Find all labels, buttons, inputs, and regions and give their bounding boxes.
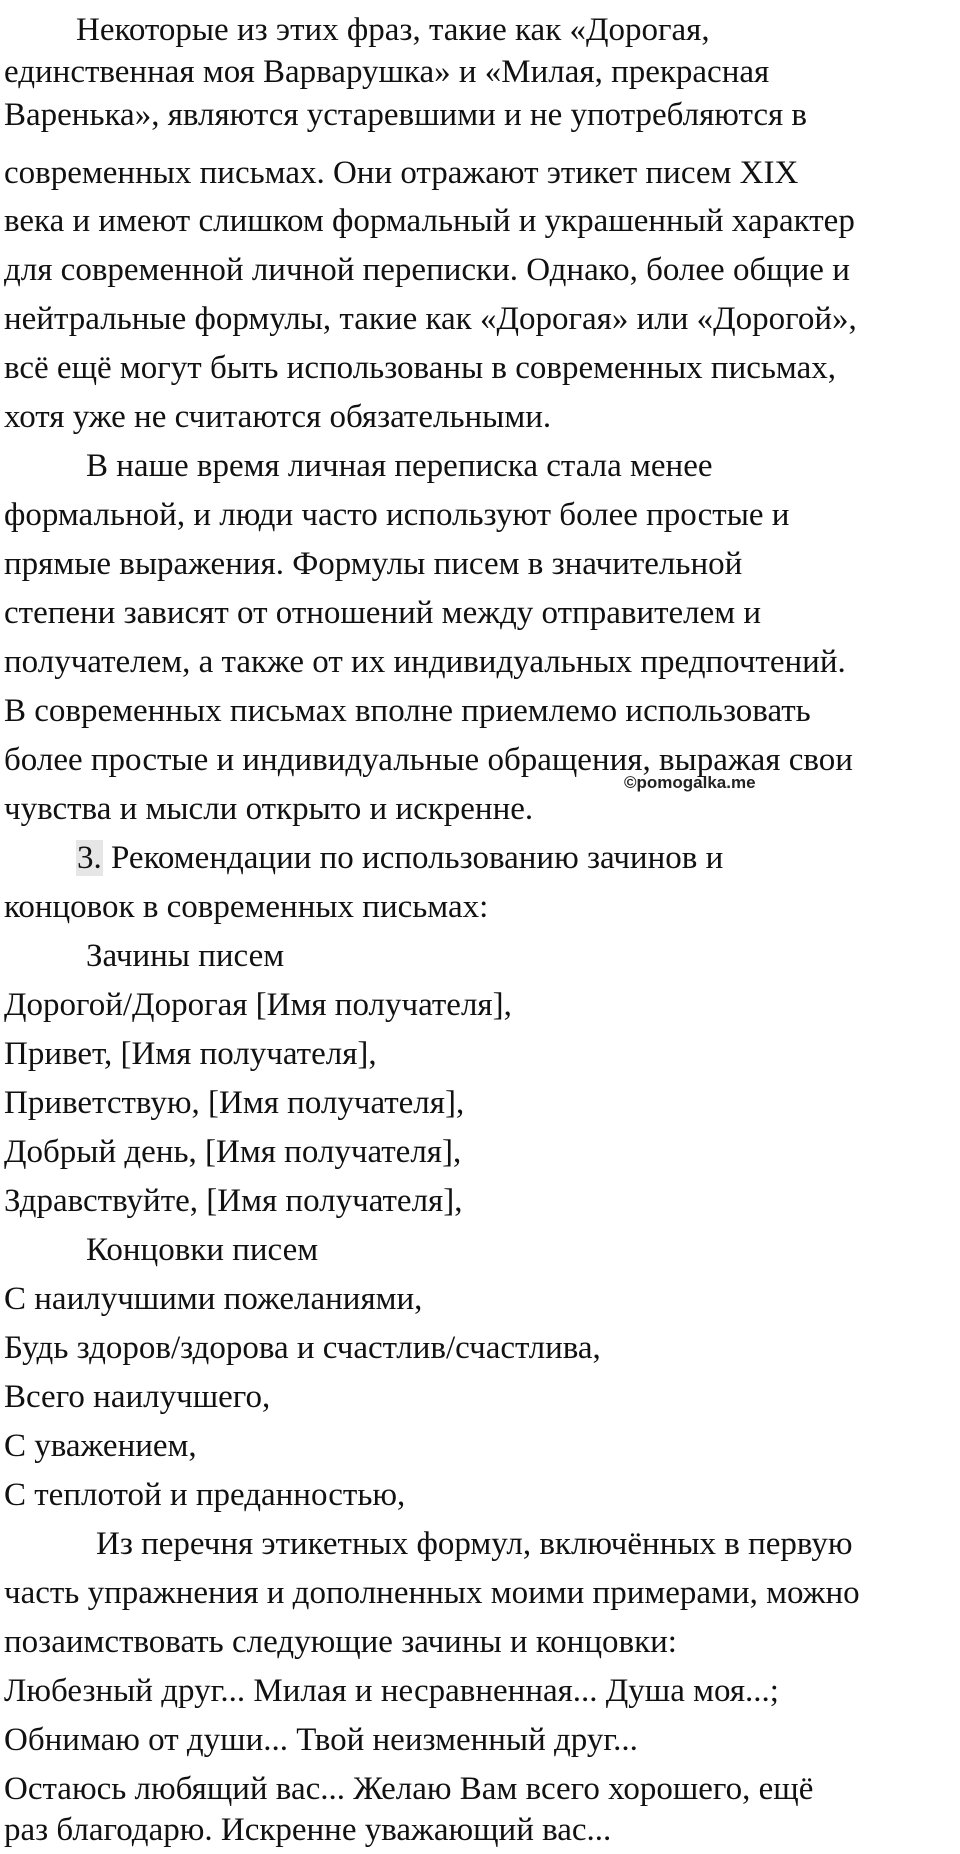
opening-item: Дорогой/Дорогая [Имя получателя],: [4, 987, 512, 1023]
section-number: 3.: [77, 840, 102, 876]
closing-item: С уважением,: [4, 1428, 197, 1464]
final-paragraph-line: Из перечня этикетных формул, включённых в первую: [96, 1526, 853, 1562]
final-paragraph-line: позаимствовать следующие зачины и концовки:: [4, 1624, 677, 1660]
paragraph-1-line: нейтральные формулы, такие как «Дорогая» или «Дорогой»,: [4, 301, 857, 337]
final-paragraph-line: Обнимаю от души... Твой неизменный друг...: [4, 1722, 638, 1758]
closing-item: Всего наилучшего,: [4, 1379, 271, 1415]
paragraph-2-line: В наше время личная переписка стала менее: [86, 448, 713, 484]
openings-title: Зачины писем: [86, 938, 285, 974]
final-paragraph-line: раз благодарю. Искренне уважающий вас...: [4, 1812, 612, 1848]
opening-item: Здравствуйте, [Имя получателя],: [4, 1183, 463, 1219]
closing-item: С наилучшими пожеланиями,: [4, 1281, 423, 1317]
opening-item: Привет, [Имя получателя],: [4, 1036, 377, 1072]
closings-title: Концовки писем: [86, 1232, 319, 1268]
paragraph-2-line: получателем, а также от их индивидуальных предпочтений.: [4, 644, 846, 680]
paragraph-1-line: единственная моя Варварушка» и «Милая, прекрасная: [4, 54, 770, 90]
section-heading-text: Рекомендации по использованию зачинов и: [102, 840, 724, 876]
paragraph-1-line: для современной личной переписки. Однако, более общие и: [4, 252, 850, 288]
final-paragraph-line: Остаюсь любящий вас... Желаю Вам всего хорошего, ещё: [4, 1771, 814, 1807]
paragraph-1-line: хотя уже не считаются обязательными.: [4, 399, 552, 435]
opening-item: Приветствую, [Имя получателя],: [4, 1085, 465, 1121]
watermark: ©pomogalka.me: [624, 773, 756, 792]
section-3-heading: [76, 838, 723, 878]
paragraph-1-line: века и имеют слишком формальный и украшенный характер: [4, 203, 855, 239]
closing-item: Будь здоров/здорова и счастлив/счастлива,: [4, 1330, 601, 1366]
closing-item: С теплотой и преданностью,: [4, 1477, 406, 1513]
paragraph-2-line: прямые выражения. Формулы писем в значительной: [4, 546, 743, 582]
final-paragraph-line: Любезный друг... Милая и несравненная... Душа моя...;: [4, 1673, 779, 1709]
final-paragraph-line: часть упражнения и дополненных моими примерами, можно: [4, 1575, 860, 1611]
paragraph-2-line: более простые и индивидуальные обращения, выражая свои: [4, 742, 853, 778]
paragraph-1-line: Некоторые из этих фраз, такие как «Дорогая,: [76, 12, 710, 48]
section-3-heading-line-2: концовок в современных письмах:: [4, 889, 489, 925]
paragraph-2-line: чувства и мысли открыто и искренне.: [4, 791, 534, 827]
paragraph-1-line: всё ещё могут быть использованы в современных письмах,: [4, 350, 836, 386]
paragraph-2-line: степени зависят от отношений между отправителем и: [4, 595, 762, 631]
paragraph-1-line: современных письмах. Они отражают этикет писем XIX: [4, 155, 799, 191]
paragraph-1-line: Варенька», являются устаревшими и не употребляются в: [4, 97, 807, 133]
opening-item: Добрый день, [Имя получателя],: [4, 1134, 462, 1170]
paragraph-2-line: В современных письмах вполне приемлемо использовать: [4, 693, 811, 729]
paragraph-2-line: формальной, и люди часто используют более простые и: [4, 497, 790, 533]
